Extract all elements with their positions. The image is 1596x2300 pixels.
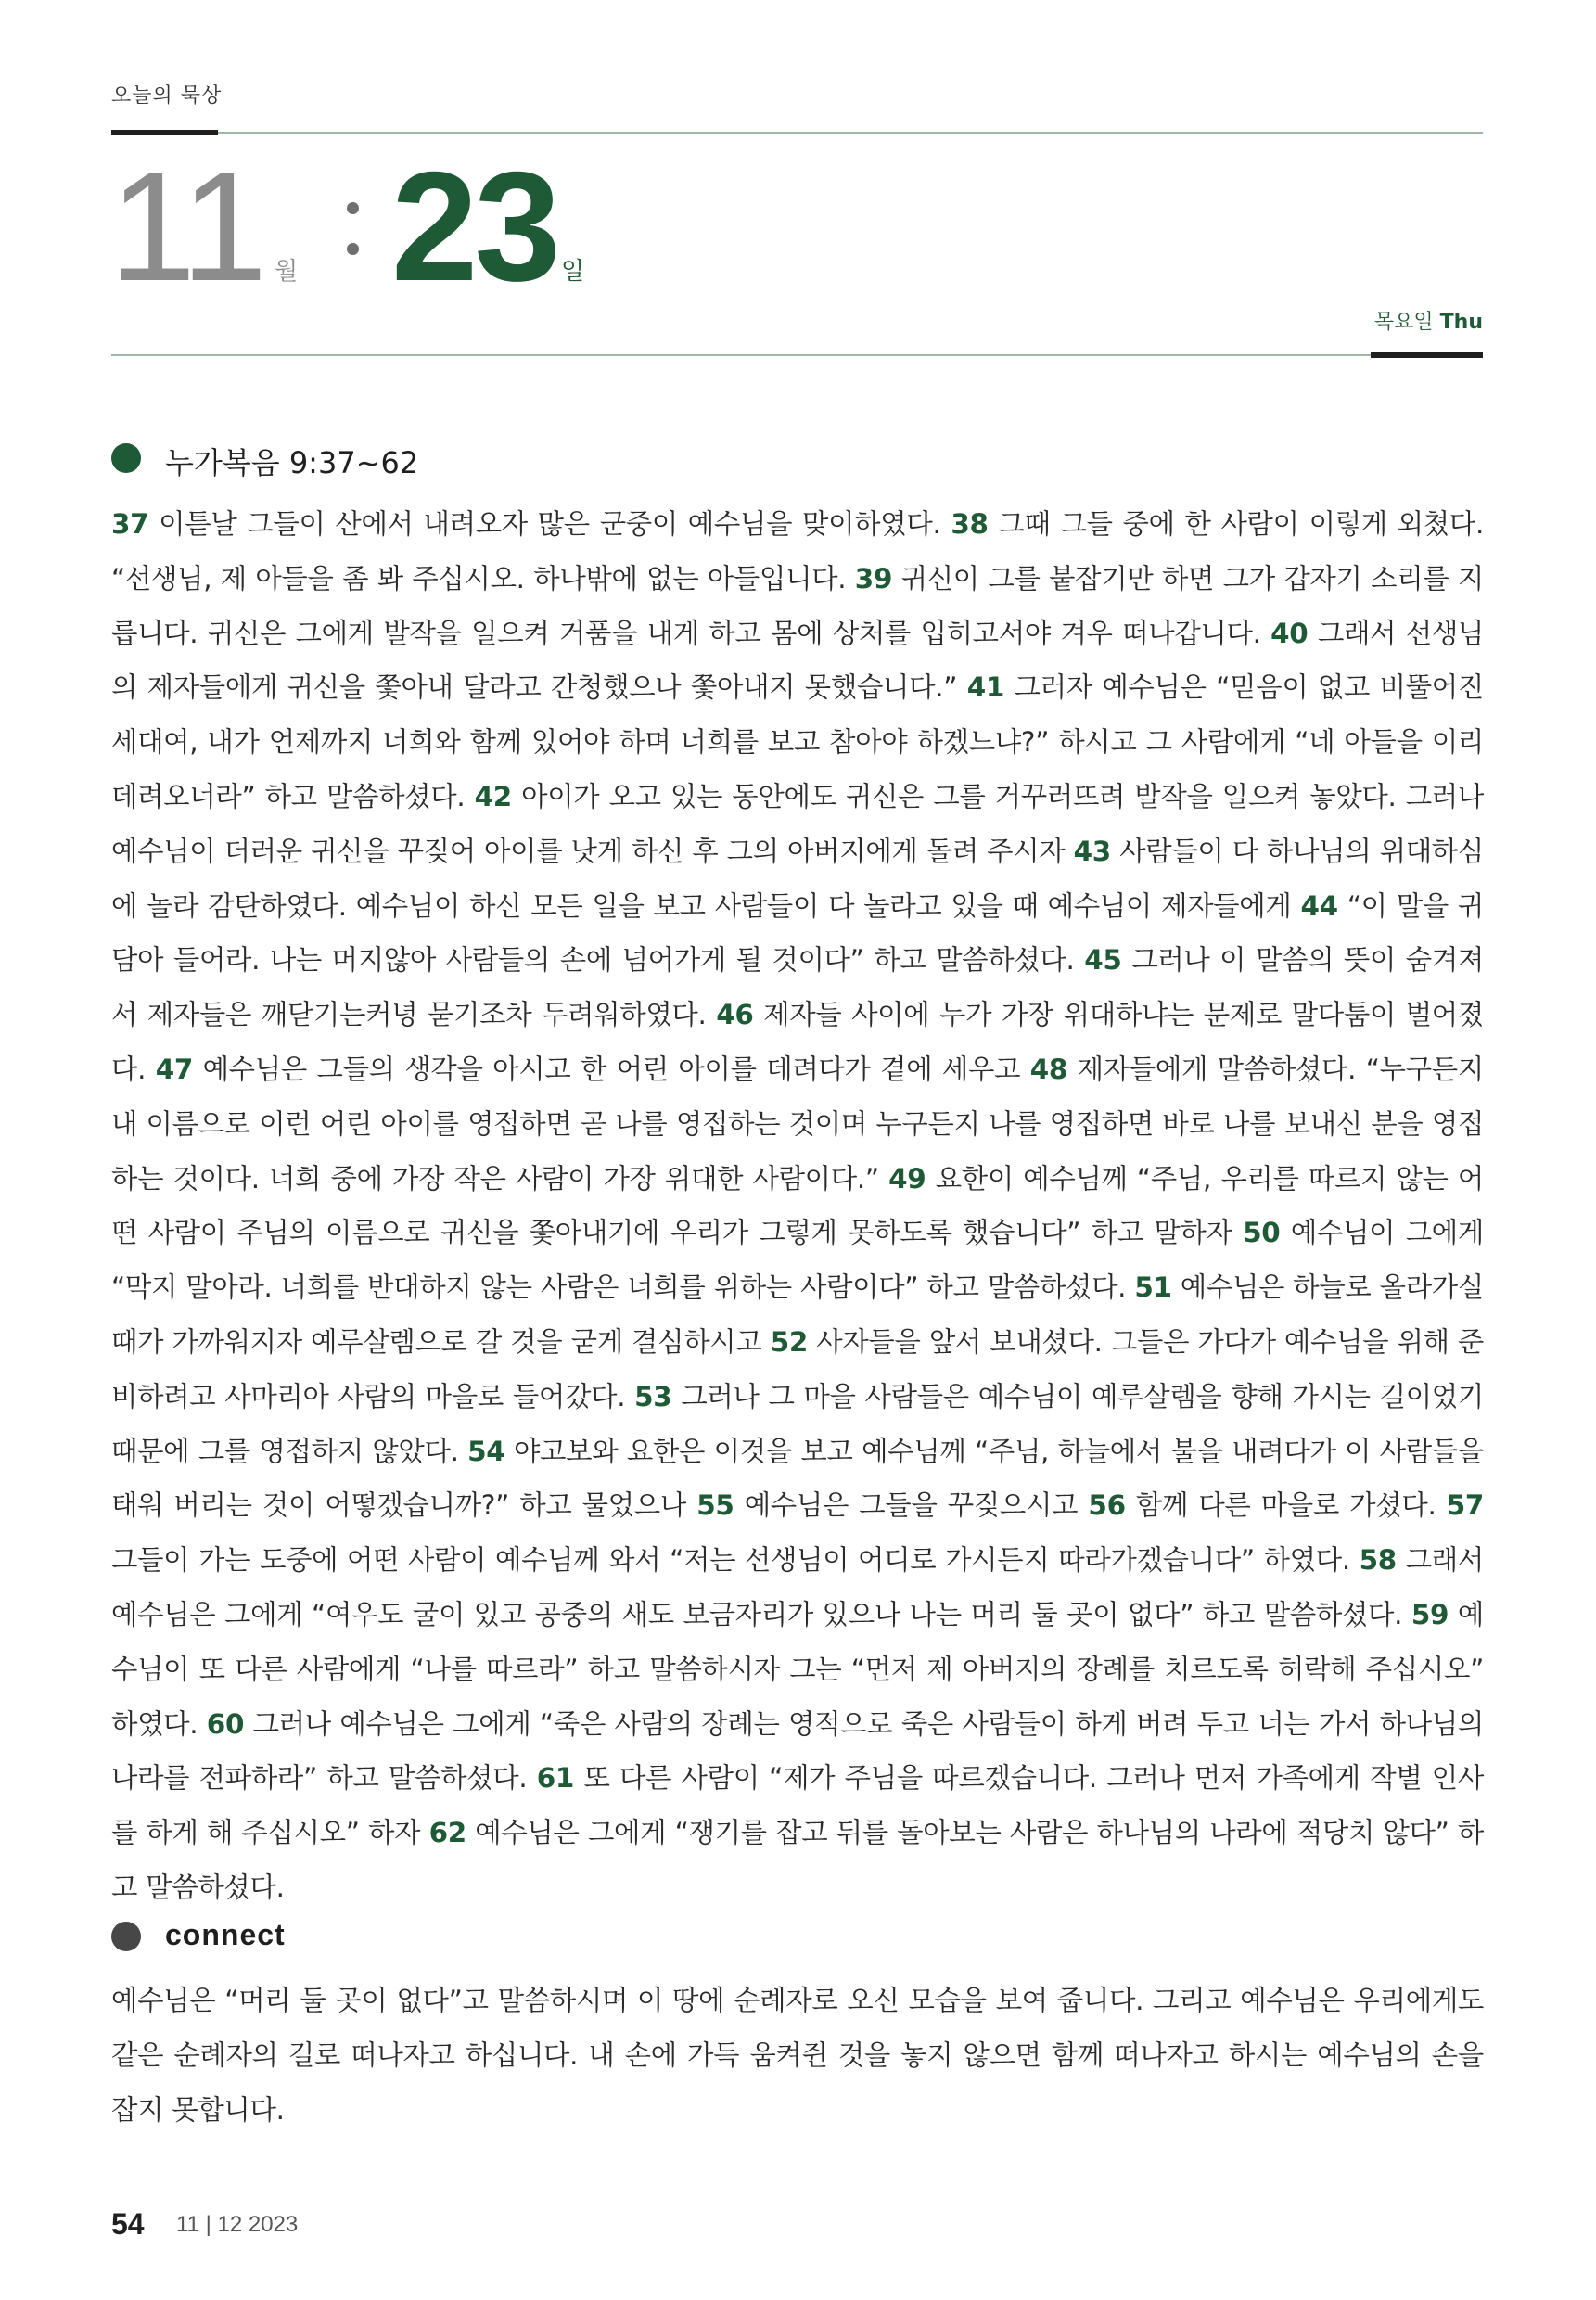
- header-rule-accent: [1371, 352, 1483, 358]
- verse-text: 그때 그들 중에 한 사람이 이렇게 외쳤다. “선생님, 제 아들을 좀 봐 주십시오. 하나밖에 없는 아들입니다.: [111, 508, 1485, 594]
- connect-bullet: [111, 1922, 141, 1951]
- verse-text: 예수님은 그들의 생각을 아시고 한 어린 아이를 데려다가 곁에 세우고: [193, 1053, 1030, 1085]
- verse-number: 49: [888, 1162, 926, 1195]
- weekday-ko: 목요일: [1373, 311, 1434, 334]
- weekday-en: Thu: [1439, 311, 1483, 334]
- date-colon-top: [347, 202, 359, 214]
- verse-text: 아이가 오고 있는 동안에도 귀신은 그를 거꾸러뜨려 발작을 일으켜 놓았다. 그러나 예수님이 더러운 귀신을 꾸짖어 아이를 낫게 하신 후 그의 아버지에게 돌려 주시자: [111, 780, 1484, 867]
- connect-body: 예수님은 “머리 둘 곳이 없다”고 말씀하시며 이 땅에 순례자로 오신 모습을 보여 줍니다. 그리고 예수님은 우리에게도 같은 순례자의 길로 떠나자고 하십니다. 내 손에 가득 움켜쥔 것을 놓지 않으면 함께 떠나자고 하시는 예수님의 손을 잡지 못합니다.: [111, 1985, 1484, 2126]
- date-month: 11: [109, 139, 264, 313]
- weekday: [1374, 306, 1483, 335]
- verse-text: 또 다른 사람이 “제가 주님을 따르겠습니다. 그러나 먼저 가족에게 작별 인사를 하게 해 주십시오” 하자: [111, 1762, 1484, 1849]
- verse-text: 그러나 그 마을 사람들은 예수님이 예루살렘을 향해 가시는 길이었기 때문에 그를 영접하지 않았다.: [111, 1380, 1484, 1467]
- verse-number: 57: [1446, 1489, 1485, 1522]
- section-label: 오늘의 묵상: [111, 84, 223, 108]
- verse-text: 그러나 예수님은 그에게 “죽은 사람의 장례는 영적으로 죽은 사람들이 하게 버려 두고 너는 가서 하나님의 나라를 전파하라” 하고 말씀하셨다.: [111, 1707, 1484, 1795]
- top-rule-accent: [111, 130, 218, 135]
- verse-number: 58: [1359, 1544, 1397, 1577]
- verse-number: 46: [716, 999, 754, 1031]
- verse-text: “이 말을 귀담아 들어라. 나는 머지않아 사람들의 손에 넘어가게 될 것이다” 하고 말씀하셨다.: [111, 889, 1484, 977]
- header-rule: [111, 354, 1483, 356]
- verse-number: 50: [1243, 1217, 1281, 1249]
- verse-number: 44: [1300, 889, 1338, 922]
- issue-date: 11 | 12 2023: [176, 2212, 299, 2237]
- verse-number: 53: [634, 1380, 672, 1412]
- verse-number: 55: [696, 1489, 734, 1522]
- verse-number: 42: [474, 780, 512, 812]
- top-rule: [111, 132, 1483, 134]
- verse-text: 예수님은 그들을 꾸짖으시고: [734, 1489, 1089, 1522]
- verse-number: 38: [951, 508, 989, 540]
- verse-text: 야고보와 요한은 이것을 보고 예수님께 “주님, 하늘에서 불을 내려다가 이 사람들을 태워 버리는 것이 어떻겠습니까?” 하고 물었으나: [111, 1435, 1484, 1522]
- page-number: 54: [111, 2207, 145, 2241]
- date-day: 23: [391, 139, 557, 313]
- verse-text: 요한이 예수님께 “주님, 우리를 따르지 않는 어떤 사람이 주님의 이름으로 귀신을 쫓아내기에 우리가 그렇게 못하도록 했습니다” 하고 말하자: [111, 1162, 1484, 1249]
- verse-number: 37: [111, 508, 149, 540]
- verse-number: 60: [206, 1707, 245, 1740]
- verse-number: 56: [1088, 1489, 1126, 1522]
- verse-number: 45: [1084, 944, 1122, 977]
- reading-body: [111, 497, 1484, 1915]
- verse-text: 예수님은 하늘로 올라가실 때가 가까워지자 예루살렘으로 갈 것을 굳게 결심하시고: [111, 1271, 1484, 1358]
- date-colon-bottom: [347, 243, 359, 255]
- verse-number: 40: [1270, 617, 1309, 649]
- verse-number: 62: [428, 1817, 466, 1849]
- verse-text: 제자들에게 말씀하셨다. “누구든지 내 이름으로 이런 어린 아이를 영접하면 곧 나를 영접하는 것이며 누구든지 나를 영접하면 바로 나를 보내신 분을 영접하는 것이다. 너희 중에 가장 작은 사람이 가장 위대한 사람이다.”: [111, 1053, 1484, 1195]
- verse-number: 52: [770, 1325, 809, 1358]
- verse-text: 사람들이 다 하나님의 위대하심에 놀라 감탄하였다. 예수님이 하신 모든 일을 보고 사람들이 다 놀라고 있을 때 예수님이 제자들에게: [111, 835, 1484, 922]
- verse-text: 그러자 예수님은 “믿음이 없고 비뚤어진 세대여, 내가 언제까지 너희와 함께 있어야 하며 너희를 보고 참아야 하겠느냐?” 하시고 그 사람에게 “네 아들을 이리 데려오너라” 하고 말씀하셨다.: [111, 671, 1484, 812]
- reading-title: 누가복음 9:37~62: [165, 445, 419, 480]
- verse-text: 귀신이 그를 붙잡기만 하면 그가 갑자기 소리를 지릅니다. 귀신은 그에게 발작을 일으켜 거품을 내게 하고 몸에 상처를 입히고서야 겨우 떠나갑니다.: [111, 562, 1484, 649]
- verse-number: 54: [467, 1435, 505, 1467]
- reading-bullet: [111, 443, 141, 473]
- verse-number: 39: [854, 562, 893, 594]
- date-month-unit: 월: [275, 258, 299, 286]
- verse-text: 그래서 예수님은 그에게 “여우도 굴이 있고 공중의 새도 보금자리가 있으나 나는 머리 둘 곳이 없다” 하고 말씀하셨다.: [111, 1544, 1484, 1630]
- connect-title: connect: [165, 1918, 286, 1951]
- verse-number: 59: [1411, 1598, 1449, 1630]
- verse-text: 함께 다른 마을로 가셨다.: [1125, 1489, 1447, 1522]
- verse-text: 사자들을 앞서 보내셨다. 그들은 가다가 예수님을 위해 준비하려고 사마리아 사람의 마을로 들어갔다.: [111, 1325, 1484, 1412]
- verse-number: 61: [536, 1762, 575, 1795]
- verse-text: 이튿날 그들이 산에서 내려오자 많은 군중이 예수님을 맞이하였다.: [148, 508, 951, 540]
- verse-text: 예수님은 그에게 “쟁기를 잡고 뒤를 돌아보는 사람은 하나님의 나라에 적당치 않다” 하고 말씀하셨다.: [111, 1817, 1484, 1903]
- verse-text: 그들이 가는 도중에 어떤 사람이 예수님께 와서 “저는 선생님이 어디로 가시든지 따라가겠습니다” 하였다.: [111, 1544, 1360, 1577]
- verse-number: 43: [1073, 835, 1111, 867]
- verse-number: 47: [155, 1053, 194, 1085]
- verse-text: 제자들 사이에 누가 가장 위대하냐는 문제로 말다툼이 벌어졌다.: [111, 999, 1484, 1085]
- verse-number: 41: [966, 671, 1005, 704]
- verse-number: 51: [1134, 1271, 1172, 1304]
- verse-number: 48: [1029, 1053, 1068, 1085]
- date-day-unit: 일: [561, 258, 585, 286]
- verse-text: 그러나 이 말씀의 뜻이 숨겨져서 제자들은 깨닫기는커녕 묻기조차 두려워하였다.: [111, 944, 1485, 1031]
- verse-text: 예수님이 그에게 “막지 말아라. 너희를 반대하지 않는 사람은 너희를 위하는 사람이다” 하고 말씀하셨다.: [111, 1217, 1484, 1304]
- verse-text: 예수님이 또 다른 사람에게 “나를 따르라” 하고 말씀하시자 그는 “먼저 제 아버지의 장례를 치르도록 허락해 주십시오” 하였다.: [111, 1598, 1484, 1740]
- verse-text: 그래서 선생님의 제자들에게 귀신을 쫓아내 달라고 간청했으나 쫓아내지 못했습니다.”: [111, 617, 1484, 704]
